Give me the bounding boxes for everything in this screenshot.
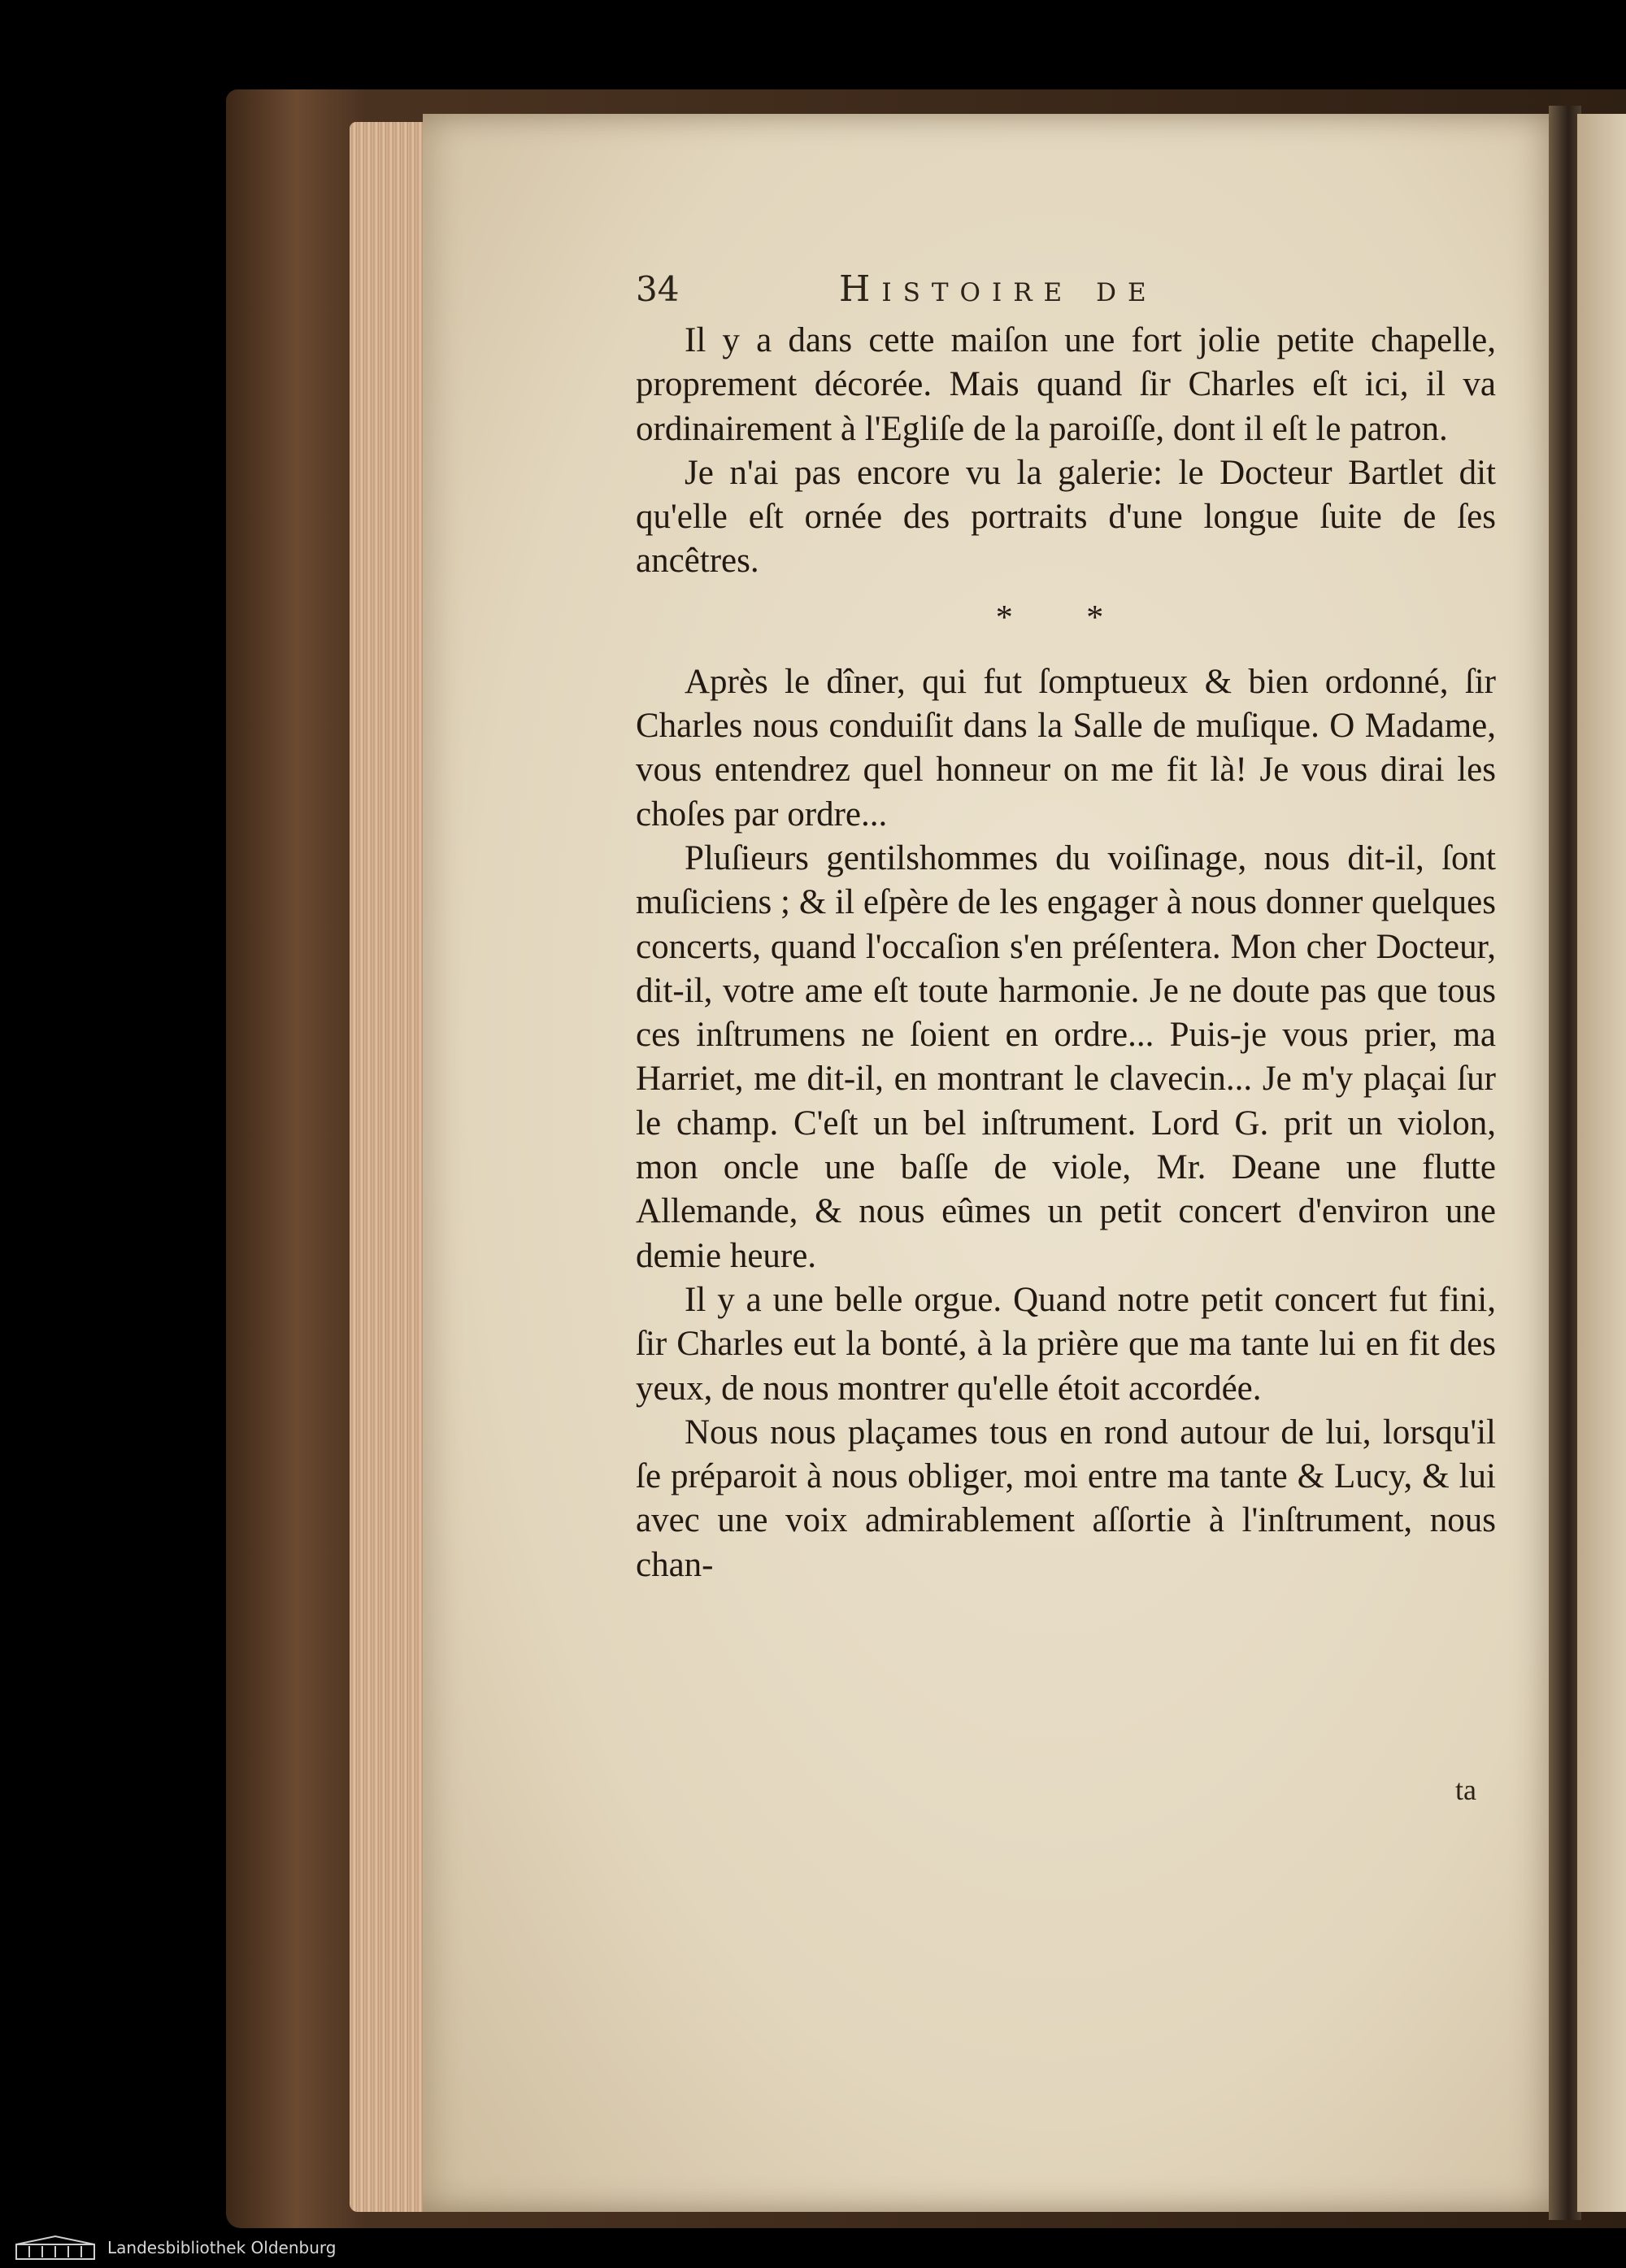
running-title: Histoire de (839, 268, 1158, 310)
paragraph: Pluſieurs gentilshommes du voiſinage, nous dit-il, ſont muſiciens ; & il eſpère de les engager à nous donner quelques concerts, quand l'occaſion s'en préſentera. Mon cher Docteur, dit-il, votre ame eſt toute harmonie. Je ne doute pas que tous ces inſtrumens ne ſoient en ordre... Puis-je vous prier, ma Harriet, me dit-il, en montrant le clavecin... Je m'y plaçai ſur le champ. C'eſt un bel inſtrument. Lord G. prit un violon, mon oncle une baſſe de viole, Mr. Deane une flutte Allemande, & nous eûmes un petit concert d'environ une demie heure. (636, 838, 1496, 1275)
paragraph: Il y a dans cette maiſon une fort jolie petite chapelle, proprement décorée. Mais quand ſir Charles eſt ici, il va ordinairement à l'Egliſe de la paroiſſe, dont il eſt le patron. (636, 321, 1496, 448)
paragraph: Nous nous plaçames tous en rond autour de lui, lorsqu'il ſe préparoit à nous obliger, moi entre ma tante & Lucy, & lui avec une voix admirablement aſſortie à l'inſtrument, nous chan- (636, 1413, 1496, 1584)
paragraph: Il y a une belle orgue. Quand notre petit concert fut fini, ſir Charles eut la bonté, à la prière que ma tante lui en fit des yeux, de nous montrer qu'elle étoit accordée. (636, 1280, 1496, 1408)
viewer-footer (0, 2228, 1626, 2268)
page-header (636, 265, 1286, 314)
paragraph: Je n'ai pas encore vu la galerie: le Docteur Bartlet dit qu'elle eſt ornée des portraits d'une longue ſuite de ſes ancêtres. (636, 453, 1496, 581)
section-separator: * * (995, 599, 1137, 637)
book-gutter (1549, 106, 1581, 2220)
body-text (636, 319, 1496, 1587)
library-name: Landesbibliothek Oldenburg (107, 2238, 337, 2257)
catchword: ta (1455, 1774, 1476, 1806)
facing-page (1577, 114, 1626, 2212)
paragraph: Après le dîner, qui fut ſomptueux & bien ordonné, ſir Charles nous conduiſit dans la Salle de muſique. O Madame, vous entendrez quel honneur on me fit là! Je vous dirai les choſes par ordre... (636, 662, 1496, 834)
page-number: 34 (636, 269, 680, 309)
library-building-icon (15, 2235, 96, 2261)
